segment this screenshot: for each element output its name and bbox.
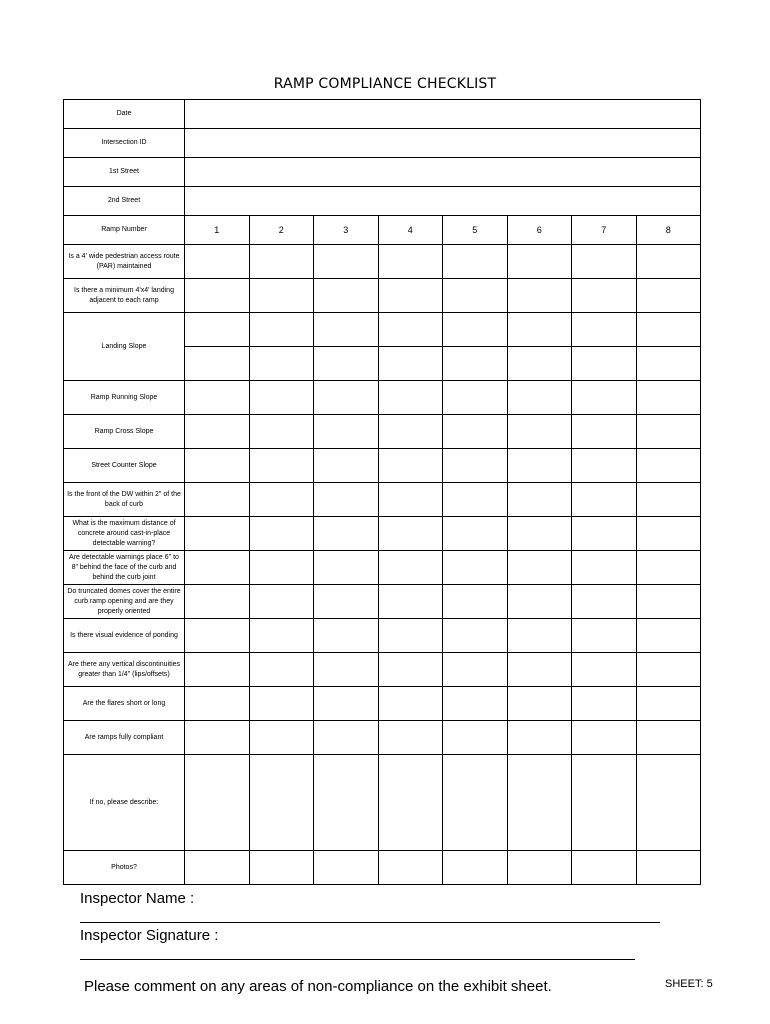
answer-cell[interactable]	[249, 279, 314, 313]
answer-cell[interactable]	[507, 483, 572, 517]
question-row	[64, 585, 701, 619]
answer-cell[interactable]	[507, 517, 572, 551]
row-label: Are there any vertical discontinuities greater than 1/4" (lips/offsets)	[64, 653, 185, 687]
row-label: 1st Street	[64, 158, 185, 187]
question-row	[64, 279, 701, 313]
answer-cell[interactable]	[249, 483, 314, 517]
question-row	[64, 653, 701, 687]
answer-cell[interactable]	[572, 381, 637, 415]
answer-cell[interactable]	[572, 619, 637, 653]
answer-cell[interactable]	[636, 347, 701, 381]
row-label: 2nd Street	[64, 187, 185, 216]
question-row	[64, 721, 701, 755]
answer-cell[interactable]	[572, 483, 637, 517]
question-row	[64, 381, 701, 415]
row-label: Is there a minimum 4'x4' landing adjacent to each ramp	[64, 279, 185, 313]
answer-cell[interactable]	[572, 551, 637, 585]
answer-cell[interactable]	[378, 851, 443, 885]
answer-cell[interactable]	[249, 585, 314, 619]
answer-cell[interactable]	[572, 755, 637, 851]
answer-cell[interactable]	[507, 245, 572, 279]
answer-cell[interactable]	[185, 415, 250, 449]
answer-cell[interactable]	[249, 347, 314, 381]
answer-cell[interactable]	[636, 313, 701, 347]
answer-cell[interactable]	[507, 755, 572, 851]
ramp-number: 8	[636, 216, 701, 245]
answer-cell[interactable]	[572, 415, 637, 449]
ramp-number: 5	[443, 216, 508, 245]
header-field-row	[64, 100, 701, 129]
ramp-number: 4	[378, 216, 443, 245]
question-row	[64, 851, 701, 885]
row-label: Ramp Number	[64, 216, 185, 245]
answer-cell[interactable]	[507, 551, 572, 585]
answer-cell[interactable]	[572, 653, 637, 687]
answer-cell[interactable]	[314, 585, 379, 619]
answer-cell[interactable]	[185, 585, 250, 619]
answer-cell[interactable]	[249, 721, 314, 755]
answer-cell[interactable]	[443, 721, 508, 755]
answer-cell[interactable]	[507, 585, 572, 619]
question-row	[64, 483, 701, 517]
answer-cell[interactable]	[443, 653, 508, 687]
answer-cell[interactable]	[572, 687, 637, 721]
answer-cell[interactable]	[378, 585, 443, 619]
answer-cell[interactable]	[314, 245, 379, 279]
answer-cell[interactable]	[185, 517, 250, 551]
answer-cell[interactable]	[636, 551, 701, 585]
answer-cell[interactable]	[314, 653, 379, 687]
answer-cell[interactable]	[443, 851, 508, 885]
answer-cell[interactable]	[443, 483, 508, 517]
comment-note: Please comment on any areas of non-compliance on the exhibit sheet.	[84, 978, 552, 995]
answer-cell[interactable]	[507, 851, 572, 885]
inspector-signature-label: Inspector Signature :	[80, 927, 219, 944]
answer-cell[interactable]	[249, 551, 314, 585]
answer-cell[interactable]	[314, 619, 379, 653]
answer-cell[interactable]	[443, 517, 508, 551]
row-label: What is the maximum distance of concrete around cast-in-place detectable warning?	[64, 517, 185, 551]
header-field-value[interactable]	[185, 100, 701, 129]
answer-cell[interactable]	[443, 415, 508, 449]
answer-cell[interactable]	[185, 687, 250, 721]
answer-cell[interactable]	[572, 347, 637, 381]
answer-cell[interactable]	[507, 381, 572, 415]
answer-cell[interactable]	[378, 415, 443, 449]
answer-cell[interactable]	[507, 653, 572, 687]
answer-cell[interactable]	[443, 449, 508, 483]
row-label: Date	[64, 100, 185, 129]
inspector-name-label: Inspector Name :	[80, 890, 195, 907]
answer-cell[interactable]	[378, 483, 443, 517]
header-field-value[interactable]	[185, 158, 701, 187]
answer-cell[interactable]	[443, 585, 508, 619]
answer-cell[interactable]	[249, 687, 314, 721]
header-field-row	[64, 158, 701, 187]
row-label: Is there visual evidence of ponding	[64, 619, 185, 653]
answer-cell[interactable]	[636, 483, 701, 517]
row-label: Ramp Cross Slope	[64, 415, 185, 449]
answer-cell[interactable]	[378, 381, 443, 415]
answer-cell[interactable]	[507, 347, 572, 381]
answer-cell[interactable]	[249, 619, 314, 653]
answer-cell[interactable]	[636, 381, 701, 415]
answer-cell[interactable]	[636, 755, 701, 851]
answer-cell[interactable]	[185, 721, 250, 755]
answer-cell[interactable]	[378, 313, 443, 347]
answer-cell[interactable]	[314, 517, 379, 551]
answer-cell[interactable]	[572, 585, 637, 619]
question-row	[64, 313, 701, 347]
answer-cell[interactable]	[378, 687, 443, 721]
answer-cell[interactable]	[572, 517, 637, 551]
answer-cell[interactable]	[636, 449, 701, 483]
answer-cell[interactable]	[507, 279, 572, 313]
row-label: Do truncated domes cover the entire curb ramp opening and are they properly oriented	[64, 585, 185, 619]
answer-cell[interactable]	[507, 449, 572, 483]
answer-cell[interactable]	[185, 347, 250, 381]
answer-cell[interactable]	[378, 347, 443, 381]
answer-cell[interactable]	[443, 279, 508, 313]
answer-cell[interactable]	[443, 619, 508, 653]
answer-cell[interactable]	[443, 313, 508, 347]
answer-cell[interactable]	[249, 851, 314, 885]
answer-cell[interactable]	[378, 551, 443, 585]
answer-cell[interactable]	[572, 313, 637, 347]
header-field-value[interactable]	[185, 129, 701, 158]
answer-cell[interactable]	[185, 483, 250, 517]
row-label: Intersection ID	[64, 129, 185, 158]
answer-cell[interactable]	[249, 517, 314, 551]
question-row	[64, 449, 701, 483]
answer-cell[interactable]	[314, 755, 379, 851]
answer-cell[interactable]	[572, 851, 637, 885]
answer-cell[interactable]	[507, 721, 572, 755]
header-field-row	[64, 187, 701, 216]
ramp-number: 2	[249, 216, 314, 245]
row-label: Ramp Running Slope	[64, 381, 185, 415]
answer-cell[interactable]	[636, 245, 701, 279]
answer-cell[interactable]	[378, 653, 443, 687]
question-row	[64, 245, 701, 279]
row-label: If no, please describe:	[64, 755, 185, 851]
answer-cell[interactable]	[249, 313, 314, 347]
answer-cell[interactable]	[572, 449, 637, 483]
answer-cell[interactable]	[314, 449, 379, 483]
answer-cell[interactable]	[378, 279, 443, 313]
answer-cell[interactable]	[443, 245, 508, 279]
answer-cell[interactable]	[185, 245, 250, 279]
answer-cell[interactable]	[314, 721, 379, 755]
answer-cell[interactable]	[314, 851, 379, 885]
answer-cell[interactable]	[185, 851, 250, 885]
answer-cell[interactable]	[185, 755, 250, 851]
answer-cell[interactable]	[572, 721, 637, 755]
answer-cell[interactable]	[314, 279, 379, 313]
ramp-number-row	[64, 216, 701, 245]
answer-cell[interactable]	[314, 687, 379, 721]
row-label: Are ramps fully compliant	[64, 721, 185, 755]
answer-cell[interactable]	[378, 619, 443, 653]
answer-cell[interactable]	[443, 755, 508, 851]
question-row	[64, 755, 701, 851]
answer-cell[interactable]	[249, 415, 314, 449]
answer-cell[interactable]	[636, 653, 701, 687]
question-row	[64, 619, 701, 653]
row-label: Street Counter Slope	[64, 449, 185, 483]
answer-cell[interactable]	[443, 381, 508, 415]
answer-cell[interactable]	[378, 755, 443, 851]
answer-cell[interactable]	[378, 449, 443, 483]
ramp-number: 1	[185, 216, 250, 245]
answer-cell[interactable]	[443, 347, 508, 381]
answer-cell[interactable]	[185, 381, 250, 415]
answer-cell[interactable]	[249, 449, 314, 483]
answer-cell[interactable]	[636, 687, 701, 721]
inspector-signature-line[interactable]	[80, 959, 635, 960]
row-label: Are detectable warnings place 6" to 8" behind the face of the curb and behind the curb joint	[64, 551, 185, 585]
answer-cell[interactable]	[507, 415, 572, 449]
row-label: Is the front of the DW within 2" of the back of curb	[64, 483, 185, 517]
question-row	[64, 415, 701, 449]
answer-cell[interactable]	[636, 415, 701, 449]
answer-cell[interactable]	[314, 313, 379, 347]
answer-cell[interactable]	[185, 279, 250, 313]
answer-cell[interactable]	[314, 347, 379, 381]
ramp-number: 3	[314, 216, 379, 245]
sheet-number: SHEET: 5	[665, 978, 713, 990]
ramp-number: 6	[507, 216, 572, 245]
question-row	[64, 687, 701, 721]
answer-cell[interactable]	[185, 551, 250, 585]
answer-cell[interactable]	[636, 585, 701, 619]
answer-cell[interactable]	[249, 755, 314, 851]
row-label: Photos?	[64, 851, 185, 885]
question-row	[64, 517, 701, 551]
answer-cell[interactable]	[443, 551, 508, 585]
answer-cell[interactable]	[378, 245, 443, 279]
header-field-row	[64, 129, 701, 158]
answer-cell[interactable]	[443, 687, 508, 721]
ramp-number: 7	[572, 216, 637, 245]
answer-cell[interactable]	[314, 483, 379, 517]
answer-cell[interactable]	[572, 279, 637, 313]
answer-cell[interactable]	[249, 245, 314, 279]
page-title: RAMP COMPLIANCE CHECKLIST	[273, 76, 497, 92]
answer-cell[interactable]	[378, 721, 443, 755]
answer-cell[interactable]	[249, 653, 314, 687]
answer-cell[interactable]	[636, 279, 701, 313]
answer-cell[interactable]	[636, 619, 701, 653]
header-field-value[interactable]	[185, 187, 701, 216]
inspector-name-line[interactable]	[80, 922, 660, 923]
row-label: Landing Slope	[64, 313, 185, 381]
answer-cell[interactable]	[507, 313, 572, 347]
answer-cell[interactable]	[249, 381, 314, 415]
answer-cell[interactable]	[636, 721, 701, 755]
answer-cell[interactable]	[185, 449, 250, 483]
answer-cell[interactable]	[314, 551, 379, 585]
answer-cell[interactable]	[378, 517, 443, 551]
answer-cell[interactable]	[507, 619, 572, 653]
answer-cell[interactable]	[507, 687, 572, 721]
answer-cell[interactable]	[185, 313, 250, 347]
answer-cell[interactable]	[185, 619, 250, 653]
question-row	[64, 551, 701, 585]
answer-cell[interactable]	[185, 653, 250, 687]
answer-cell[interactable]	[636, 517, 701, 551]
answer-cell[interactable]	[314, 415, 379, 449]
answer-cell[interactable]	[572, 245, 637, 279]
row-label: Is a 4' wide pedestrian access route (PAR) maintained	[64, 245, 185, 279]
answer-cell[interactable]	[314, 381, 379, 415]
row-label: Are the flares short or long	[64, 687, 185, 721]
answer-cell[interactable]	[636, 851, 701, 885]
checklist-table	[63, 99, 701, 885]
